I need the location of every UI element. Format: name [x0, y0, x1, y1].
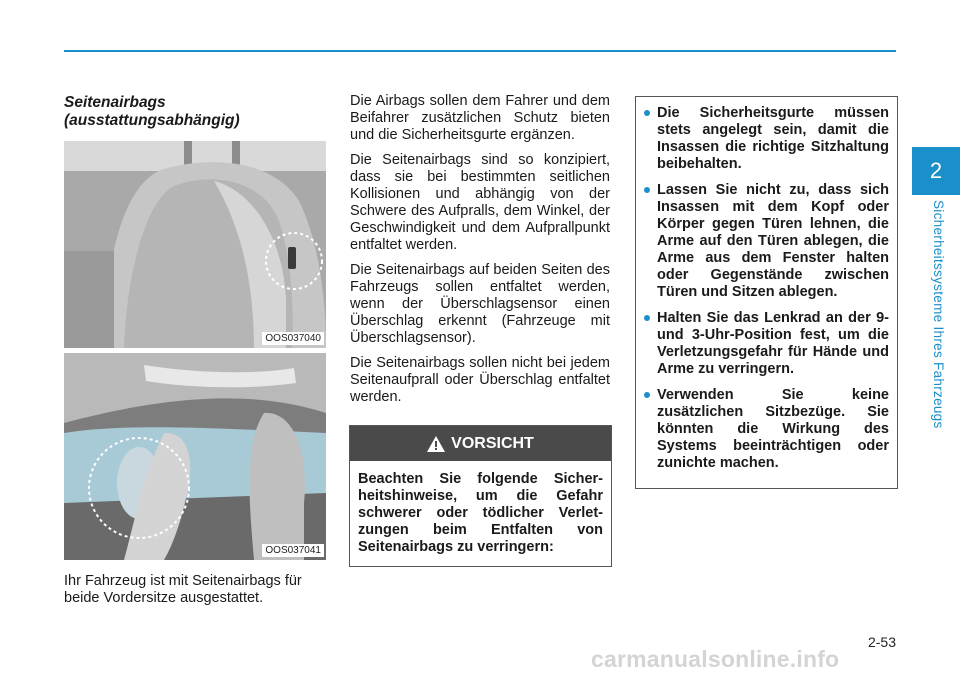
warning-text: Lassen Sie nicht zu, dass sich Insassen mit dem Kopf oder Körper gegen Türen lehnen, die Arme auf den Türen ablegen, die Arme aus dem Fenster halten oder Gegenstände zwischen Türen und Sitzen ablegen. [657, 182, 889, 300]
caution-title: VORSICHT [451, 434, 534, 452]
warning-triangle-icon [427, 436, 445, 452]
caution-box [349, 425, 612, 567]
side-airbag-deployment-illustration [64, 353, 326, 560]
paragraph: Die Seitenairbags sind so konzipiert, dass sie bei bestimmten seitlichen Kollisionen und abhängig von der Schwere des Aufpralls, dem Winkel, der Geschwindigkeit und dem Aufprallpunkt entfaltet werden. [350, 152, 610, 253]
paragraph: Die Seitenairbags auf beiden Seiten des Fahrzeugs sollen entfaltet werden, wenn der Überschlagsensor einen Überschlag erkennt (Fahrzeuge mit Überschlagsensor). [350, 262, 610, 346]
list-item [644, 105, 889, 173]
list-item [644, 310, 889, 378]
watermark: carmanualsonline.info [591, 646, 840, 672]
bullet-icon [644, 187, 650, 193]
image-code: OOS037040 [262, 332, 324, 345]
intro-text: Ihr Fahrzeug ist mit Seitenairbags für beide Vordersitze ausgestattet. [64, 573, 302, 606]
chapter-title: Sicherheitssysteme Ihres Fahrzeugs [931, 200, 946, 429]
paragraph: Die Seitenairbags sollen nicht bei jedem Seitenaufprall oder Überschlag entfaltet werden. [350, 355, 610, 405]
bullet-icon [644, 315, 650, 321]
body-text [350, 93, 610, 414]
bullet-icon [644, 392, 650, 398]
page-number: 2-53 [867, 634, 896, 650]
warning-text: Halten Sie das Lenkrad an der 9- und 3-Uhr-Position fest, um die Verletzungsgefahr für Hände und Arme zu verringern. [657, 310, 889, 377]
section-heading: Seitenairbags (ausstattungsabhängig) [64, 94, 240, 129]
caution-header [350, 426, 611, 461]
bullet-icon [644, 110, 650, 116]
warning-list-box [635, 96, 898, 489]
image-code: OOS037041 [262, 544, 324, 557]
seat-airbag-illustration [64, 141, 326, 348]
warning-text: Verwenden Sie keine zusätzlichen Sitzbezüge. Sie könnten die Wirkung des Systems beeinträchtigen oder zunichte machen. [657, 387, 889, 471]
warning-text: Die Sicherheitsgurte müssen stets angelegt sein, damit die Insassen die richtige Sitzhaltung beibehalten. [657, 105, 889, 172]
caution-text: Beachten Sie folgende Sicher-heitshinweise, um die Gefahr schwerer oder tödlicher Verlet-zungen beim Entfalten von Seitenairbags zu verringern: [358, 471, 603, 555]
header-rule [64, 50, 896, 52]
list-item [644, 182, 889, 301]
paragraph: Die Airbags sollen dem Fahrer und dem Beifahrer zusätzlichen Schutz bieten und die Sicherheitsgurte ergänzen. [350, 93, 610, 143]
chapter-number-tab: 2 [912, 147, 960, 195]
list-item [644, 387, 889, 472]
